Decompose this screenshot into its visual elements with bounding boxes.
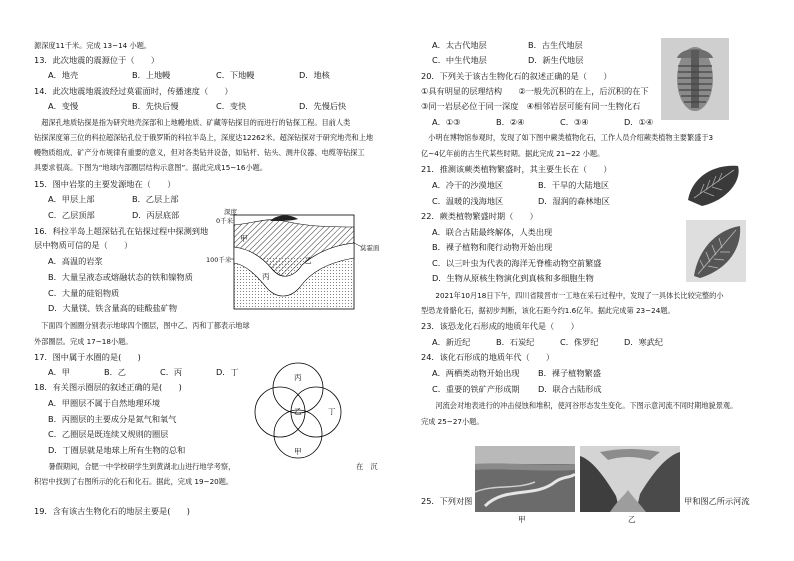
q24-option-a: A．两栖类动物开始出现 — [432, 368, 520, 378]
q14-option-a: A．变慢 — [48, 101, 79, 111]
earth-layers-figure — [206, 203, 378, 311]
q20-option-d: D．①④ — [624, 117, 654, 127]
material5-line2: 亿~4亿年前的古生代某些时期。据此完成 21~22 小题。 — [421, 149, 605, 158]
q15-option-b: B．乙层上部 — [132, 194, 179, 204]
q17-option-b: B．乙 — [104, 367, 126, 377]
q23-option-d: D．寒武纪 — [624, 337, 664, 347]
q19-option-c: C．中生代地层 — [432, 55, 487, 65]
q22-stem: 22．蕨类植物繁盛时期（ ） — [421, 211, 538, 221]
q22-option-a: A．联合古陆最终解体，人类出现 — [432, 227, 553, 237]
q21-option-a: A．冷干的沙漠地区 — [432, 180, 504, 190]
fig1-moho-label: 莫霍面 — [360, 244, 380, 252]
material6-line1: 2021年10月18日下午，四川省陵晋市一工地在采石过程中，发现了一具体长比较完整的小 — [421, 291, 724, 300]
material4-line2: 积岩中找到了右图所示的化石和化石。据此，完成 19~20题。 — [34, 477, 234, 486]
q13-option-b: B．上地幔 — [132, 70, 171, 80]
q14-stem: 14．此次地震地震波经过莫霍面时，传播速度（ ） — [34, 86, 233, 96]
q17-option-c: C．丙 — [160, 367, 183, 377]
intro-line: 源深度11千米。完成 13~14 小题。 — [34, 41, 152, 50]
photo-label-yi: 乙 — [628, 515, 636, 524]
venn-figure — [250, 360, 360, 460]
q16-option-a: A．高温的岩浆 — [48, 256, 103, 266]
q21-option-c: C．温暖的浅海地区 — [432, 196, 504, 206]
q22-option-d: D．生物从原核生物演化到真核和多细胞生物 — [432, 273, 594, 283]
fern-fossil-image-2 — [686, 220, 746, 282]
q24-option-b: B．裸子植物繁盛 — [538, 368, 601, 378]
material4-zai: 在 沉 — [356, 462, 378, 471]
q22-option-c: C．以三叶虫为代表的海洋无脊椎动物空前繁盛 — [432, 258, 602, 268]
material2-line4: 具要求很高。下图为“地球内部圈层结构示意图”。据此完成15~16小题。 — [34, 163, 268, 172]
q21-option-b: B．干旱的大陆地区 — [538, 180, 610, 190]
venn-label-bing: 丙 — [294, 373, 302, 382]
q18-option-a: A．甲圈层不属于自然地理环境 — [48, 398, 161, 408]
q18-stem: 18．有关图示圈层的叙述正确的是( ) — [34, 382, 182, 392]
q14-option-d: D．先慢后快 — [299, 101, 347, 111]
venn-label-jia: 甲 — [294, 447, 302, 456]
fig1-layer-yi: 乙 — [304, 256, 312, 265]
q20-option-c: C．③④ — [560, 117, 589, 127]
q17-stem: 17．图中属于水圈的是( ) — [34, 352, 141, 362]
q23-option-b: B．石炭纪 — [496, 337, 535, 347]
q19-option-d: D．新生代地层 — [528, 55, 584, 65]
q15-option-a: A．甲层上部 — [48, 194, 95, 204]
q21-stem: 21．推测该蕨类植物繁盛时，其主要生长在（ ） — [421, 164, 612, 174]
venn-label-yi: 乙 — [294, 407, 302, 416]
q19-option-a: A．太古代地层 — [432, 40, 487, 50]
fig1-0km-label: 0千米 — [216, 217, 234, 225]
q15-option-d: D．丙层底部 — [132, 210, 180, 220]
fig1-layer-bing: 丙 — [262, 272, 270, 281]
venn-diagram — [250, 360, 360, 460]
q13-option-d: D．地核 — [299, 70, 330, 80]
q20-stem: 20．下列关于该古生物化石的叙述正确的是（ ） — [421, 71, 612, 81]
q18-option-d: D．丁圈层就是地球上所有生物的总和 — [48, 445, 186, 455]
material2-line1: 超深孔地质钻探是指为研究地壳深部和上地幔地质、矿藏等钻探目的而进行的钻探工程。目前人类 — [34, 118, 351, 127]
fig1-depth-label: 深度 — [224, 208, 237, 216]
q20-option-a: A．①③ — [432, 117, 461, 127]
q16-option-d: D．大量镁、铁含量高的硅酸盐矿物 — [48, 303, 178, 313]
river-photo-yi — [580, 446, 680, 512]
fern-fossil-image-1 — [682, 160, 746, 208]
q19-stem: 19．含有该古生物化石的地层主要是( ) — [34, 506, 190, 516]
material2-line2: 钻探深度第三位的科拉超深钻孔位于俄罗斯的科拉半岛上，深度达12262米。超深钻探对于研究地壳和上地 — [34, 133, 374, 142]
q16-stem-1: 16．科拉半岛上超深钻孔在钻探过程中探测到地 — [34, 226, 209, 236]
q14-option-c: C．变快 — [216, 101, 247, 111]
river-photo-jia — [475, 446, 575, 512]
q25-stem-right: 甲和图乙所示河流 — [684, 496, 750, 506]
trilobite-fossil-image — [661, 38, 729, 120]
q17-option-d: D．丁 — [216, 367, 239, 377]
q23-option-c: C．侏罗纪 — [560, 337, 599, 347]
photo-label-jia: 甲 — [518, 515, 526, 524]
q20-option-b: B．②④ — [496, 117, 525, 127]
q24-option-c: C．重要的铁矿产形成期 — [432, 384, 520, 394]
material7-line2: 完成 25~27小题。 — [421, 417, 484, 426]
venn-label-ding: 丁 — [328, 407, 336, 416]
fig1-100km-label: 100千米 — [206, 256, 232, 264]
fig1-layer-jia: 甲 — [240, 234, 248, 243]
material3-line2: 外部圈层。完成 17~18小题。 — [34, 337, 133, 346]
q24-stem: 24．该化石形成的地质年代（ ） — [421, 352, 555, 362]
q22-option-b: B．裸子植物和爬行动物开始出现 — [432, 242, 553, 252]
q23-option-a: A．新近纪 — [432, 337, 471, 347]
material7-line1: 河流会对地表进行的冲击侵蚀和堆积，使河谷形态发生变化。下图示意河流不同时期地貌景观。 — [421, 401, 738, 410]
material4-line1: 暑假期间，合肥一中学校研学生到黄湖北山进行地学考察， — [34, 462, 236, 471]
q15-stem: 15．图中岩浆的主要发源地在（ ） — [34, 179, 176, 189]
q24-option-d: D．联合古陆形成 — [538, 384, 602, 394]
q25-stem-left: 25．下列对图 — [421, 496, 473, 506]
q17-option-a: A．甲 — [48, 367, 70, 377]
q20-statement-3-4: ③同一岩层必位于同一深度 ④相邻岩层可能有同一生物化石 — [421, 101, 641, 111]
q15-option-c: C．乙层顶部 — [48, 210, 95, 220]
q18-option-c: C．乙圈层是既连续又规则的圈层 — [48, 429, 169, 439]
q16-option-c: C．大量的硅铝物质 — [48, 288, 120, 298]
q13-stem: 13．此次地震的震源位于（ ） — [34, 55, 160, 65]
q19-option-b: B．古生代地层 — [528, 40, 583, 50]
material3-line1: 下面四个圆圈分别表示地球四个圈层，图中乙、丙和丁都表示地球 — [34, 321, 250, 330]
q13-option-a: A．地壳 — [48, 70, 79, 80]
q14-option-b: B．先快后慢 — [132, 101, 179, 111]
q23-stem: 23．该恐龙化石形成的地质年代是（ ） — [421, 321, 579, 331]
q16-option-b: B．大量呈液态或熔融状态的铁和镍物质 — [48, 272, 193, 282]
q20-statement-1-2: ①具有明显的层理结构 ②一般先沉积的在上，后沉积的在下 — [421, 86, 649, 96]
q16-stem-2: 层中物质可信的是（ ） — [34, 240, 133, 250]
material5-line1: 小明在博物馆参观时，发现了如下图中蕨类植物化石，工作人员介绍蕨类植物主要繁盛于3 — [421, 133, 714, 142]
material6-line2: 型恐龙骨骼化石，据初步判断，该化石距今约1.6亿年。据此完成第 23~24题。 — [421, 306, 675, 315]
q21-option-d: D．湿润的森林地区 — [538, 196, 610, 206]
q18-option-b: B．丙圈层的主要成分是氮气和氧气 — [48, 414, 177, 424]
q13-option-c: C．下地幔 — [216, 70, 255, 80]
material2-line3: 幔物质组成、矿产分布规律有重要的意义，但对各类钻井设备，如钻杆、钻头、测井仪器、电缆等钻探工 — [34, 148, 365, 157]
